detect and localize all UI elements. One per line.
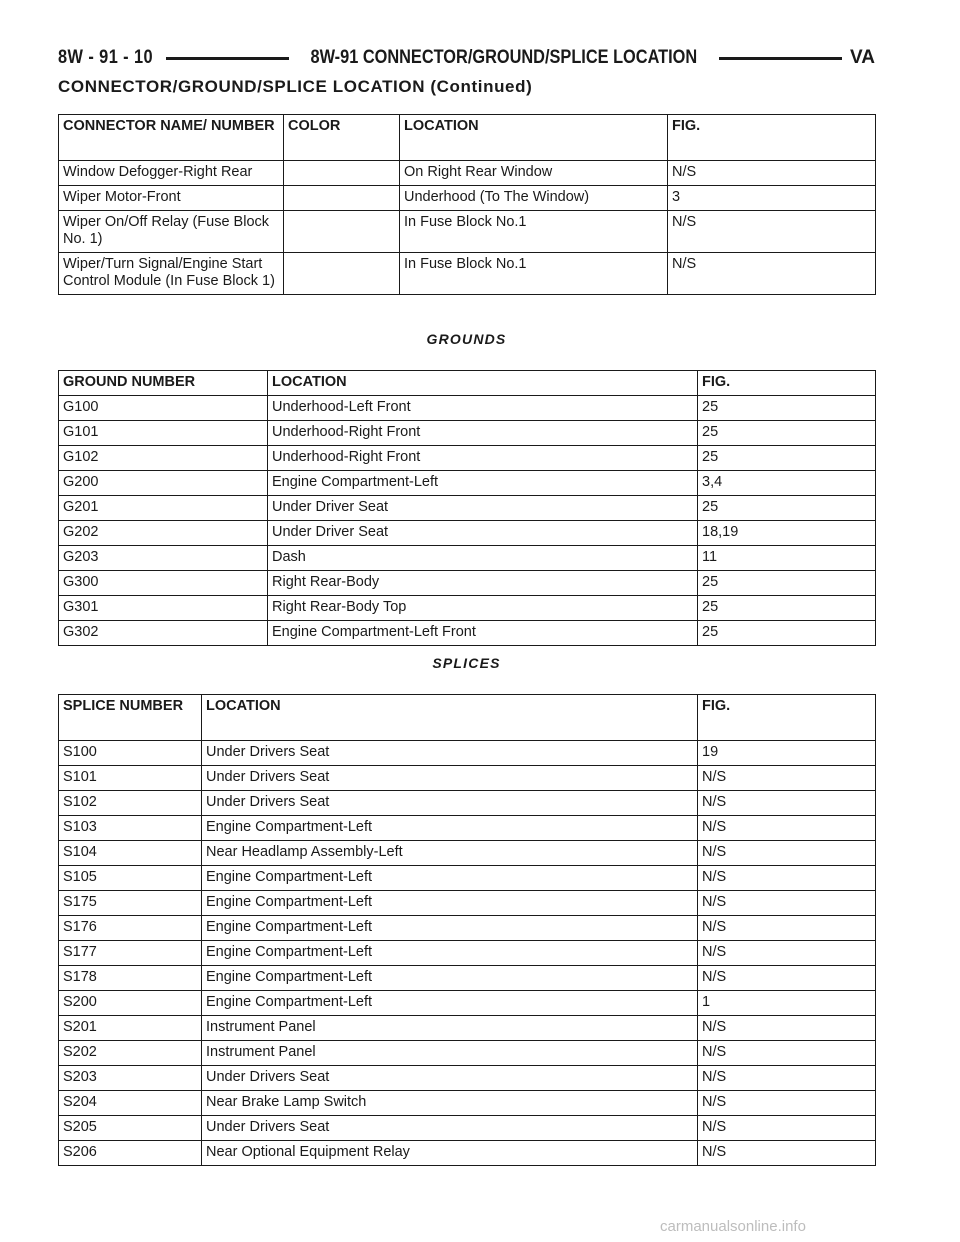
table-row bbox=[59, 621, 876, 646]
column-header: CONNECTOR NAME/ NUMBER bbox=[59, 115, 284, 161]
splice-number: S206 bbox=[59, 1141, 202, 1166]
grounds-table bbox=[58, 370, 876, 646]
ground-location: Under Driver Seat bbox=[268, 496, 698, 521]
table-row bbox=[59, 253, 876, 295]
table-row bbox=[59, 766, 876, 791]
splice-location: Under Drivers Seat bbox=[202, 766, 698, 791]
ground-fig: 11 bbox=[698, 546, 876, 571]
table-row bbox=[59, 1016, 876, 1041]
ground-fig: 25 bbox=[698, 421, 876, 446]
column-header: LOCATION bbox=[268, 371, 698, 396]
splice-number: S178 bbox=[59, 966, 202, 991]
ground-location: Engine Compartment-Left bbox=[268, 471, 698, 496]
splice-fig: N/S bbox=[698, 1041, 876, 1066]
ground-fig: 25 bbox=[698, 596, 876, 621]
connector-name: Wiper Motor-Front bbox=[59, 186, 284, 211]
splice-location: Engine Compartment-Left bbox=[202, 891, 698, 916]
column-header: COLOR bbox=[284, 115, 400, 161]
page-header bbox=[58, 46, 875, 70]
table-row bbox=[59, 521, 876, 546]
splice-number: S102 bbox=[59, 791, 202, 816]
splice-fig: N/S bbox=[698, 941, 876, 966]
ground-fig: 25 bbox=[698, 396, 876, 421]
splice-location: Engine Compartment-Left bbox=[202, 866, 698, 891]
connector-location: In Fuse Block No.1 bbox=[400, 211, 668, 253]
ground-number: G201 bbox=[59, 496, 268, 521]
splice-number: S175 bbox=[59, 891, 202, 916]
header-rule-left bbox=[166, 57, 289, 60]
table-row bbox=[59, 941, 876, 966]
ground-number: G301 bbox=[59, 596, 268, 621]
ground-location: Underhood-Right Front bbox=[268, 421, 698, 446]
splice-fig: N/S bbox=[698, 1016, 876, 1041]
splice-fig: N/S bbox=[698, 916, 876, 941]
table-row bbox=[59, 471, 876, 496]
splice-fig: N/S bbox=[698, 1066, 876, 1091]
column-header: SPLICE NUMBER bbox=[59, 695, 202, 741]
column-header: FIG. bbox=[668, 115, 876, 161]
table-row bbox=[59, 816, 876, 841]
table-row bbox=[59, 991, 876, 1016]
table-row bbox=[59, 741, 876, 766]
splice-location: Under Drivers Seat bbox=[202, 1116, 698, 1141]
ground-fig: 25 bbox=[698, 571, 876, 596]
splice-fig: N/S bbox=[698, 966, 876, 991]
ground-fig: 25 bbox=[698, 621, 876, 646]
ground-fig: 25 bbox=[698, 496, 876, 521]
splice-location: Under Drivers Seat bbox=[202, 1066, 698, 1091]
table-header-row bbox=[59, 695, 876, 741]
table-row bbox=[59, 1091, 876, 1116]
table-row bbox=[59, 546, 876, 571]
splice-number: S176 bbox=[59, 916, 202, 941]
table-row bbox=[59, 161, 876, 186]
splice-number: S201 bbox=[59, 1016, 202, 1041]
column-header: LOCATION bbox=[400, 115, 668, 161]
ground-number: G200 bbox=[59, 471, 268, 496]
splice-fig: 1 bbox=[698, 991, 876, 1016]
ground-number: G202 bbox=[59, 521, 268, 546]
splice-location: Instrument Panel bbox=[202, 1041, 698, 1066]
splice-location: Near Headlamp Assembly-Left bbox=[202, 841, 698, 866]
connector-color bbox=[284, 253, 400, 295]
splice-number: S203 bbox=[59, 1066, 202, 1091]
ground-number: G102 bbox=[59, 446, 268, 471]
connector-location: Underhood (To The Window) bbox=[400, 186, 668, 211]
ground-location: Right Rear-Body bbox=[268, 571, 698, 596]
table-row bbox=[59, 571, 876, 596]
page-subtitle: CONNECTOR/GROUND/SPLICE LOCATION (Continued) bbox=[58, 77, 533, 96]
splice-number: S104 bbox=[59, 841, 202, 866]
splice-fig: N/S bbox=[698, 866, 876, 891]
table-row bbox=[59, 1141, 876, 1166]
header-rule-right bbox=[719, 57, 842, 60]
connector-location: On Right Rear Window bbox=[400, 161, 668, 186]
column-header: FIG. bbox=[698, 371, 876, 396]
splice-number: S100 bbox=[59, 741, 202, 766]
splice-location: Engine Compartment-Left bbox=[202, 941, 698, 966]
connector-color bbox=[284, 186, 400, 211]
splice-fig: N/S bbox=[698, 1141, 876, 1166]
splice-location: Engine Compartment-Left bbox=[202, 816, 698, 841]
splice-location: Near Brake Lamp Switch bbox=[202, 1091, 698, 1116]
splice-number: S103 bbox=[59, 816, 202, 841]
connector-table bbox=[58, 114, 876, 295]
table-header-row bbox=[59, 371, 876, 396]
splice-fig: N/S bbox=[698, 766, 876, 791]
splice-number: S101 bbox=[59, 766, 202, 791]
splice-location: Engine Compartment-Left bbox=[202, 991, 698, 1016]
table-row bbox=[59, 396, 876, 421]
connector-fig: 3 bbox=[668, 186, 876, 211]
table-row bbox=[59, 421, 876, 446]
ground-location: Under Driver Seat bbox=[268, 521, 698, 546]
splice-number: S202 bbox=[59, 1041, 202, 1066]
splice-location: Under Drivers Seat bbox=[202, 791, 698, 816]
table-row bbox=[59, 596, 876, 621]
splice-fig: N/S bbox=[698, 841, 876, 866]
splice-fig: N/S bbox=[698, 1091, 876, 1116]
table-row bbox=[59, 211, 876, 253]
page-number: 8W - 91 - 10 bbox=[58, 47, 154, 68]
table-row bbox=[59, 1041, 876, 1066]
table-row bbox=[59, 186, 876, 211]
table-row bbox=[59, 1116, 876, 1141]
ground-location: Underhood-Left Front bbox=[268, 396, 698, 421]
connector-fig: N/S bbox=[668, 253, 876, 295]
connector-color bbox=[284, 161, 400, 186]
model-code: VA bbox=[850, 47, 876, 68]
table-row bbox=[59, 1066, 876, 1091]
splices-table bbox=[58, 694, 876, 1166]
ground-location: Engine Compartment-Left Front bbox=[268, 621, 698, 646]
ground-number: G203 bbox=[59, 546, 268, 571]
ground-location: Underhood-Right Front bbox=[268, 446, 698, 471]
table-row bbox=[59, 496, 876, 521]
splice-number: S200 bbox=[59, 991, 202, 1016]
splice-fig: N/S bbox=[698, 891, 876, 916]
splice-fig: N/S bbox=[698, 1116, 876, 1141]
splice-fig: N/S bbox=[698, 791, 876, 816]
ground-fig: 18,19 bbox=[698, 521, 876, 546]
watermark: carmanualsonline.info bbox=[660, 1218, 806, 1235]
table-row bbox=[59, 791, 876, 816]
grounds-title: GROUNDS bbox=[426, 331, 507, 347]
connector-name: Wiper/Turn Signal/Engine Start Control Module (In Fuse Block 1) bbox=[59, 253, 284, 295]
ground-fig: 3,4 bbox=[698, 471, 876, 496]
table-header-row bbox=[59, 115, 876, 161]
column-header: LOCATION bbox=[202, 695, 698, 741]
ground-number: G101 bbox=[59, 421, 268, 446]
section-heading: 8W-91 CONNECTOR/GROUND/SPLICE LOCATION bbox=[310, 47, 698, 68]
column-header: GROUND NUMBER bbox=[59, 371, 268, 396]
splice-number: S177 bbox=[59, 941, 202, 966]
splice-number: S205 bbox=[59, 1116, 202, 1141]
table-row bbox=[59, 916, 876, 941]
table-row bbox=[59, 966, 876, 991]
splice-number: S105 bbox=[59, 866, 202, 891]
splice-location: Engine Compartment-Left bbox=[202, 966, 698, 991]
splice-number: S204 bbox=[59, 1091, 202, 1116]
connector-location: In Fuse Block No.1 bbox=[400, 253, 668, 295]
connector-color bbox=[284, 211, 400, 253]
connector-fig: N/S bbox=[668, 211, 876, 253]
ground-number: G100 bbox=[59, 396, 268, 421]
splice-fig: 19 bbox=[698, 741, 876, 766]
ground-number: G300 bbox=[59, 571, 268, 596]
ground-fig: 25 bbox=[698, 446, 876, 471]
connector-name: Window Defogger-Right Rear bbox=[59, 161, 284, 186]
table-row bbox=[59, 841, 876, 866]
ground-number: G302 bbox=[59, 621, 268, 646]
splice-location: Near Optional Equipment Relay bbox=[202, 1141, 698, 1166]
table-row bbox=[59, 891, 876, 916]
ground-location: Right Rear-Body Top bbox=[268, 596, 698, 621]
ground-location: Dash bbox=[268, 546, 698, 571]
splice-location: Under Drivers Seat bbox=[202, 741, 698, 766]
splice-location: Instrument Panel bbox=[202, 1016, 698, 1041]
connector-name: Wiper On/Off Relay (Fuse Block No. 1) bbox=[59, 211, 284, 253]
column-header: FIG. bbox=[698, 695, 876, 741]
splice-fig: N/S bbox=[698, 816, 876, 841]
connector-fig: N/S bbox=[668, 161, 876, 186]
splice-location: Engine Compartment-Left bbox=[202, 916, 698, 941]
table-row bbox=[59, 446, 876, 471]
table-row bbox=[59, 866, 876, 891]
splices-title: SPLICES bbox=[432, 655, 501, 671]
